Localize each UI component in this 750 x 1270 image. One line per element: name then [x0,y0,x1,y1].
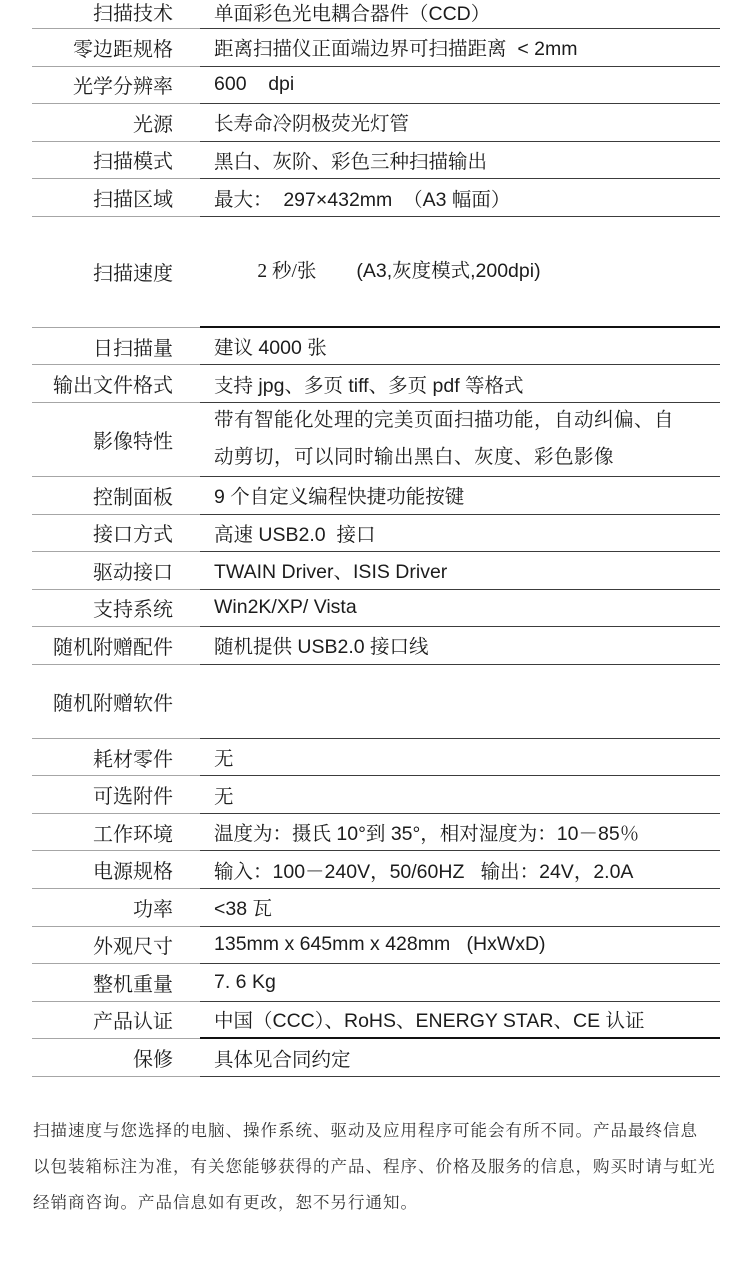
row-power-consumption [32,889,720,927]
spec-value: 支持 jpg、多页 tiff、多页 pdf 等格式 [200,365,720,403]
spec-value: 输入：100－240V，50/60HZ 输出：24V，2.0A [200,851,720,889]
spec-value: 高速 USB2.0 接口 [200,515,720,553]
spec-value: 135mm x 645mm x 428mm (HxWxD) [200,927,720,965]
footnote-line: 扫描速度与您选择的电脑、操作系统、驱动及应用程序可能会有所不同。产品最终信息 [33,1122,698,1140]
speed-mode: (A3,灰度模式,200dpi) [356,259,541,282]
spec-label: 驱动接口 [32,552,200,590]
spec-label: 工作环境 [32,814,200,852]
spec-value: 黑白、灰阶、彩色三种扫描输出 [200,142,720,180]
spec-label: 可选附件 [32,776,200,814]
row-output-formats [32,365,720,403]
spec-value: 无 [200,776,720,814]
row-weight [32,964,720,1002]
row-bundled-accessories [32,627,720,665]
spec-label: 耗材零件 [32,739,200,777]
spec-label: 光源 [32,104,200,142]
spec-value: 随机提供 USB2.0 接口线 [200,627,720,665]
spec-label: 随机附赠配件 [32,627,200,665]
row-zero-margin [32,29,720,67]
speed-line [214,218,541,325]
row-scan-speed [32,217,720,328]
spec-label: 日扫描量 [32,328,200,366]
spec-label: 扫描模式 [32,142,200,180]
spec-label: 控制面板 [32,477,200,515]
row-scan-modes [32,142,720,180]
row-drivers [32,552,720,590]
row-optical-resolution [32,67,720,105]
spec-label: 光学分辨率 [32,67,200,105]
spec-value: 最大： 297×432mm （A3 幅面） [200,179,720,217]
spec-value: 具体见合同约定 [200,1039,720,1077]
spec-label: 整机重量 [32,964,200,1002]
speed-rate: 2 秒/张 [257,260,317,282]
features-line: 动剪切，可以同时输出黑白、灰度、彩色影像 [214,446,615,469]
spec-value: 无 [200,739,720,777]
features-line: 带有智能化处理的完美页面扫描功能，自动纠偏、自 [214,409,675,432]
spec-value: 7. 6 Kg [200,964,720,1002]
row-optional-accessories [32,776,720,814]
row-supported-os [32,590,720,628]
footnote-line: 经销商咨询。产品信息如有更改，恕不另行通知。 [33,1194,418,1212]
row-dimensions [32,927,720,965]
row-image-features [32,403,720,477]
row-scan-area [32,179,720,217]
spec-value: 温度为：摄氏 10°到 35°，相对湿度为：10－85％ [200,814,720,852]
footnote [33,1113,716,1221]
spec-label: 产品认证 [32,1002,200,1040]
row-bundled-software [32,665,720,739]
spec-value [200,403,720,477]
spec-value: 中国（CCC）、RoHS、ENERGY STAR、CE 认证 [200,1002,720,1040]
software-line [214,665,665,702]
spec-value: 建议 4000 张 [200,328,720,366]
spec-label: 扫描速度 [32,217,200,328]
spec-value: 单面彩色光电耦合器件（CCD） [200,0,720,29]
row-daily-volume [32,328,720,366]
spec-value [200,665,720,739]
spec-label: 输出文件格式 [32,365,200,403]
spec-value: 长寿命冷阴极荧光灯管 [200,104,720,142]
spec-value: <38 瓦 [200,889,720,927]
spec-label: 接口方式 [32,515,200,553]
row-operating-environment [32,814,720,852]
software-line [214,702,377,739]
row-certifications [32,1002,720,1040]
spec-value: Win2K/XP/ Vista [200,590,720,628]
spec-value: 9 个自定义编程快捷功能按键 [200,477,720,515]
spec-label: 影像特性 [32,403,200,477]
spec-label: 零边距规格 [32,29,200,67]
spec-value: TWAIN Driver、ISIS Driver [200,552,720,590]
row-consumables [32,739,720,777]
spec-value [200,217,720,328]
spec-label: 扫描区域 [32,179,200,217]
row-warranty [32,1039,720,1077]
footnote-line: 以包装箱标注为准，有关您能够获得的产品、程序、价格及服务的信息，购买时请与虹光 [33,1158,716,1176]
row-light-source [32,104,720,142]
row-power-specs [32,851,720,889]
spec-label: 电源规格 [32,851,200,889]
spec-value: 600 dpi [200,67,720,105]
spec-label: 支持系统 [32,590,200,628]
spec-label: 外观尺寸 [32,927,200,965]
spec-label: 随机附赠软件 [32,665,200,739]
row-interface [32,515,720,553]
spec-table [32,0,720,1077]
spec-label: 功率 [32,889,200,927]
spec-label: 扫描技术 [32,0,200,29]
row-scan-technology [32,0,720,29]
spec-label: 保修 [32,1039,200,1077]
spec-value: 距离扫描仪正面端边界可扫描距离 < 2mm [200,29,720,67]
row-control-panel [32,477,720,515]
